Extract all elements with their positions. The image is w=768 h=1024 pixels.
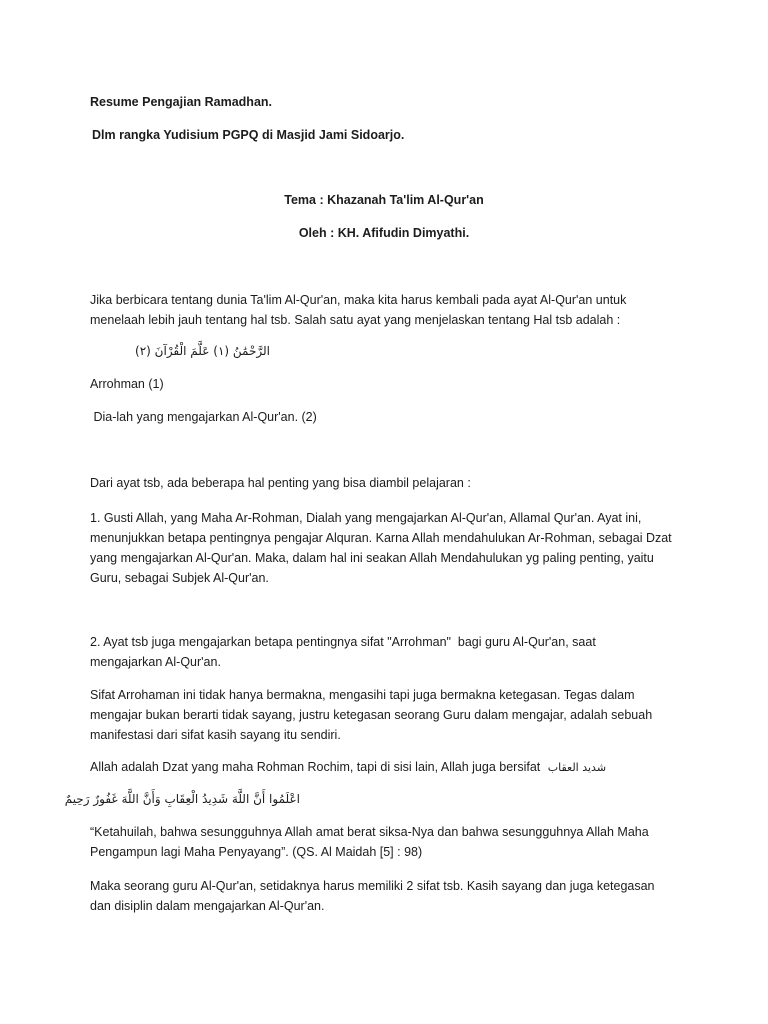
quote-line: Pengampun lagi Maha Penyayang”. (QS. Al Maidah [5] : 98) [90, 845, 423, 859]
sifat-paragraph [90, 685, 690, 745]
document-title: Resume Pengajian Ramadhan. [90, 95, 273, 109]
point-1-line: menunjukkan betapa pentingnya pengajar Alquran. Karna Allah mendahulukan Ar-Rohman, sebagai Dzat [90, 531, 672, 545]
arabic-verse-2: اعْلَمُوا أَنَّ اللَّهَ شَدِيدُ الْعِقَابِ وَأَنَّ اللَّهَ غَفُورٌ رَحِيمٌ [64, 792, 300, 806]
speaker-heading: Oleh : KH. Afifudin Dimyathi. [298, 226, 470, 240]
arabic-verse: الرَّحْمَٰنُ (١) عَلَّمَ الْقُرْآنَ (٢) [135, 344, 270, 358]
theme-heading: Tema : Khazanah Ta'lim Al-Qur'an [284, 193, 484, 207]
point-1-paragraph [90, 508, 690, 588]
point-1-line: yang mengajarkan Al-Qur'an. Maka, dalam hal ini seakan Allah Mendahulukan yg paling penting, yaitu [90, 551, 654, 565]
intro-line: Jika berbicara tentang dunia Ta'lim Al-Qur'an, maka kita harus kembali pada ayat Al-Qur'an untuk [90, 293, 627, 307]
lesson-intro: Dari ayat tsb, ada beberapa hal penting yang bisa diambil pelajaran : [90, 476, 471, 490]
allah-line-text: Allah adalah Dzat yang maha Rohman Rochim, tapi di sisi lain, Allah juga bersifat [90, 760, 541, 774]
point-2-line: 2. Ayat tsb juga mengajarkan betapa pentingnya sifat "Arrohman" bagi guru Al-Qur'an, saat [90, 635, 596, 649]
allah-line [90, 757, 690, 778]
quote-paragraph [90, 822, 690, 862]
sifat-line: mengajar bukan berarti tidak sayang, justru ketegasan seorang Guru dalam mengajar, adalah sebuah [90, 708, 653, 722]
closing-line: Maka seorang guru Al-Qur'an, setidaknya harus memiliki 2 sifat tsb. Kasih sayang dan juga ketegasan [90, 879, 655, 893]
intro-paragraph [90, 290, 690, 330]
quote-line: “Ketahuilah, bahwa sesungguhnya Allah amat berat siksa-Nya dan bahwa sesungguhnya Allah Maha [90, 825, 649, 839]
sifat-line: manifestasi dari sifat kasih sayang itu sendiri. [90, 728, 341, 742]
point-2-line: mengajarkan Al-Qur'an. [90, 655, 221, 669]
translation-line-2: Dia-lah yang mengajarkan Al-Qur'an. (2) [90, 410, 317, 424]
intro-line: menelaah lebih jauh tentang hal tsb. Salah satu ayat yang menjelaskan tentang Hal tsb adalah : [90, 313, 621, 327]
translation-line-1: Arrohman (1) [90, 377, 164, 391]
closing-paragraph [90, 876, 690, 916]
point-2-paragraph [90, 632, 690, 672]
sifat-line: Sifat Arrohaman ini tidak hanya bermakna, mengasihi tapi juga bermakna ketegasan. Tegas dalam [90, 688, 635, 702]
point-1-line: Guru, sebagai Subjek Al-Qur'an. [90, 571, 269, 585]
allah-arabic-phrase: شديد العقاب [547, 761, 607, 774]
point-1-line: 1. Gusti Allah, yang Maha Ar-Rohman, Dialah yang mengajarkan Al-Qur'an, Allamal Qur'an. Ayat ini, [90, 511, 642, 525]
document-subtitle: Dlm rangka Yudisium PGPQ di Masjid Jami Sidoarjo. [92, 128, 405, 142]
closing-line: dan disiplin dalam mengajarkan Al-Qur'an. [90, 899, 325, 913]
